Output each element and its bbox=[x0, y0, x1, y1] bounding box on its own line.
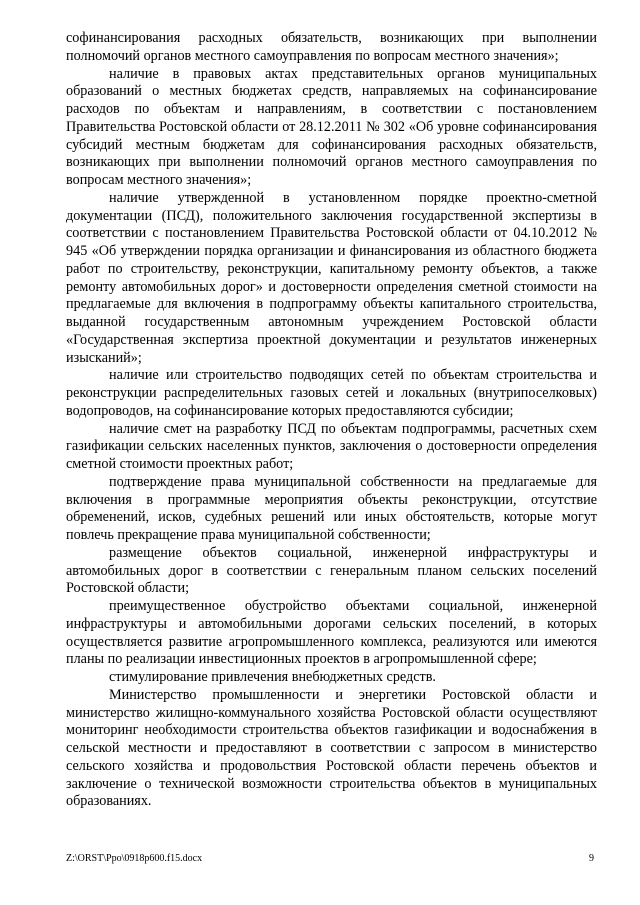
paragraph: наличие в правовых актах представительных органов муниципальных образований о местных бюджетах средств, направляемых на софинансирование расходов по объектам и направлениям, в соответствии с постановлением Правительства Ростовской области от 28.12.2011 № 302 «Об уровне софинансирования субсидий местным бюджетам для софинансирования расходных обязательств, возникающих при выполнении полномочий органов местного самоуправления по вопросам местного значения»; bbox=[66, 65, 597, 188]
paragraph: наличие утвержденной в установленном порядке проектно-сметной документации (ПСД), положительного заключения государственной экспертизы в соответствии с постановлением Правительства Ростовской области от 04.10.2012 № 945 «Об утверждении порядка организации и финансирования из областного бюджета работ по строительству, реконструкции, капитальному ремонту объектов, а также ремонту автомобильных дорог» и достоверности определения сметной стоимости на предлагаемые для включения в подпрограмму объекты капитального строительства, выданной государственным автономным учреждением Ростовской области «Государственная экспертиза проектной документации и результатов инженерных изысканий»; bbox=[66, 189, 597, 366]
document-body bbox=[66, 30, 597, 811]
page-number: 9 bbox=[589, 853, 594, 864]
paragraph: стимулирование привлечения внебюджетных средств. bbox=[109, 669, 436, 685]
paragraph: преимущественное обустройство объектами социальной, инженерной инфраструктуры и автомобильными дорогами сельских поселений, в которых осуществляется развитие агропромышленного комплекса, реализуются или имеются планы по реализации инвестиционных проектов в агропромышленной сфере; bbox=[66, 598, 597, 668]
paragraph: софинансирования расходных обязательств, возникающих при выполнении полномочий органов местного самоуправления по вопросам местного значения»; bbox=[66, 30, 597, 64]
paragraph: размещение объектов социальной, инженерной инфраструктуры и автомобильных дорог в соответствии с генеральным планом сельских поселений Ростовской области; bbox=[66, 544, 597, 597]
paragraph: подтверждение права муниципальной собственности на предлагаемые для включения в программные мероприятия объекты реконструкции, отсутствие обременений, исков, судебных решений или иных обстоятельств, которые могут повлечь прекращение права муниципальной собственности; bbox=[66, 473, 597, 543]
footer-file-path: Z:\ORST\Ppo\0918p600.f15.docx bbox=[66, 853, 203, 864]
paragraph: наличие или строительство подводящих сетей по объектам строительства и реконструкции распределительных газовых сетей и локальных (внутрипоселковых) водопроводов, на софинансирование которых предоставляются субсидии; bbox=[66, 367, 597, 419]
paragraph: наличие смет на разработку ПСД по объектам подпрограммы, расчетных схем газификации сельских населенных пунктов, заключения о достоверности определения сметной стоимости проектных работ; bbox=[66, 420, 597, 472]
paragraph: Министерство промышленности и энергетики Ростовской области и министерство жилищно-коммунального хозяйства Ростовской области осуществляют мониторинг необходимости строительства объектов газификации и водоснабжения в сельской местности и предоставляют в соответствии с запросом в министерство сельского хозяйства и продовольствия Ростовской области перечень объектов и заключение о технической возможности строительства объектов в муниципальных образованиях. bbox=[66, 686, 597, 810]
